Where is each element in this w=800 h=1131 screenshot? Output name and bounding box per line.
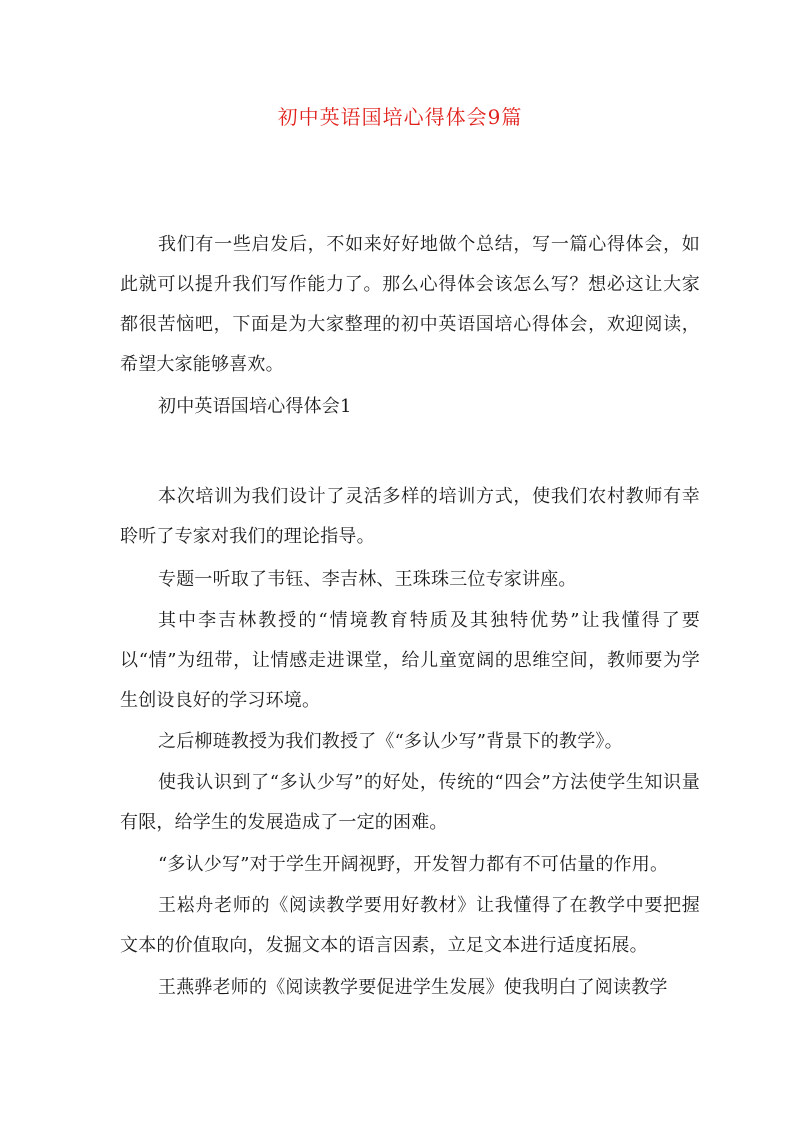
body-paragraph: 使我认识到了“多认少写”的好处，传统的“四会”方法使学生知识量有限，给学生的发展造成了一定的困难。 — [120, 772, 700, 833]
document-title: 初中英语国培心得体会9篇 — [277, 105, 523, 129]
body-paragraph: 专题一听取了韦钰、李吉林、王珠珠三位专家讲座。 — [158, 569, 577, 590]
body-paragraph: “多认少写”对于学生开阔视野，开发智力都有不可估量的作用。 — [158, 854, 669, 875]
body-paragraph: 本次培训为我们设计了灵活多样的培训方式，使我们农村教师有幸聆听了专家对我们的理论指导。 — [120, 486, 700, 547]
intro-paragraph: 我们有一些启发后，不如来好好地做个总结，写一篇心得体会，如此就可以提升我们写作能力了。那么心得体会该怎么写？想必这让大家都很苦恼吧，下面是为大家整理的初中英语国培心得体会，欢迎阅读，希望大家能够喜欢。 — [120, 234, 700, 375]
section-heading-1: 初中英语国培心得体会1 — [158, 396, 352, 417]
body-paragraph: 其中李吉林教授的“情境教育特质及其独特优势”让我懂得了要以“情”为纽带，让情感走进课堂，给儿童宽阔的思维空间，教师要为学生创设良好的学习环境。 — [120, 610, 700, 711]
body-paragraph: 之后柳琏教授为我们教授了《“多认少写”背景下的教学》。 — [158, 731, 623, 752]
body-paragraph: 王崧舟老师的《阅读教学要用好教材》让我懂得了在教学中要把握文本的价值取向，发掘文本的语言因素，立足文本进行适度拓展。 — [120, 895, 700, 956]
body-paragraph: 王燕骅老师的《阅读教学要促进学生发展》使我明白了阅读教学 — [158, 977, 668, 998]
